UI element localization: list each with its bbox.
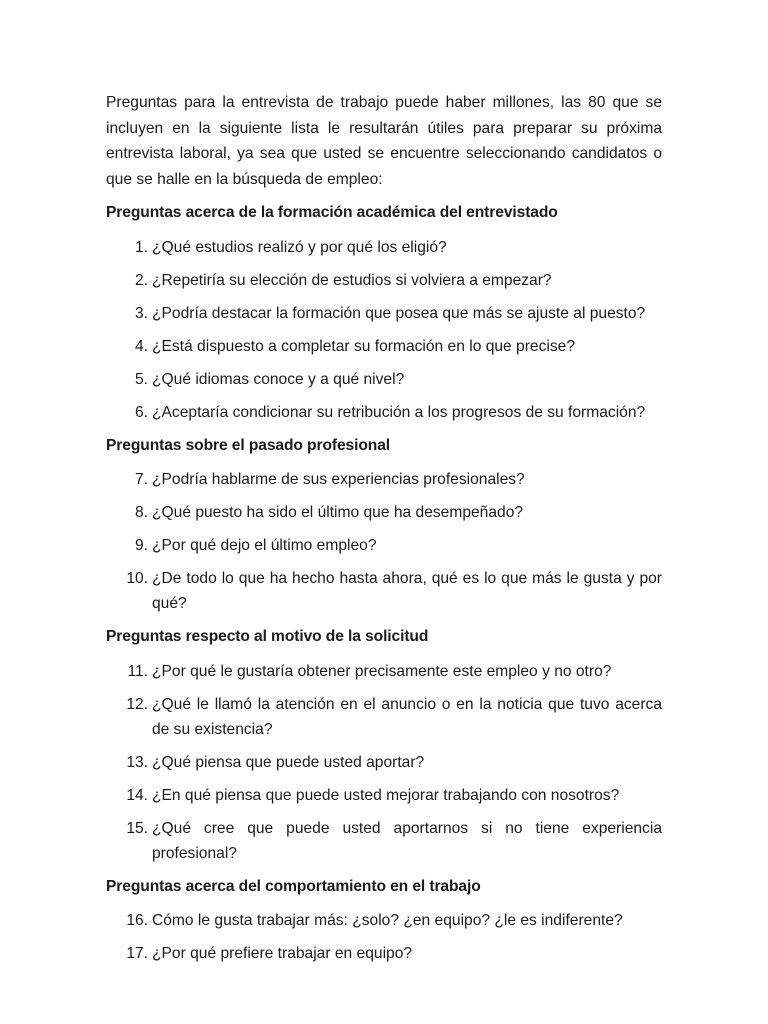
question-number: 12.: [126, 695, 148, 713]
question-number: 5.: [134, 370, 148, 388]
question-number: 6.: [134, 403, 148, 421]
question-text: ¿Está dispuesto a completar su formación en lo que precise?: [152, 337, 575, 355]
question-number: 1.: [134, 238, 148, 256]
section-heading: Preguntas acerca de la formación académica del entrevistado: [106, 204, 558, 221]
question-number: 10.: [126, 570, 148, 587]
question-text: ¿Qué puesto ha sido el último que ha desempeñado?: [152, 504, 524, 521]
question-number: 9.: [134, 537, 148, 554]
question-item: [106, 533, 662, 558]
question-text: ¿Podría destacar la formación que posea que más se ajuste al puesto?: [152, 304, 646, 322]
question-number: 13.: [126, 753, 148, 771]
question-number: 15.: [126, 819, 148, 837]
question-item: [106, 268, 662, 293]
question-text: ¿Por qué dejo el último empleo?: [152, 537, 377, 554]
question-item: [106, 334, 662, 359]
question-number: 14.: [126, 786, 148, 804]
question-item: [106, 659, 662, 684]
question-number: 3.: [134, 304, 148, 322]
question-text: ¿Qué cree que puede usted aportarnos si no tiene experiencia profesional?: [152, 819, 662, 862]
question-text: ¿En qué piensa que puede usted mejorar trabajando con nosotros?: [152, 786, 620, 804]
question-text: ¿Qué le llamó la atención en el anuncio o en la noticia que tuvo acerca de su existencia?: [152, 695, 662, 738]
question-text: ¿Qué piensa que puede usted aportar?: [152, 753, 425, 771]
question-item: [106, 367, 662, 392]
question-item: [106, 692, 662, 742]
question-item: [106, 783, 662, 808]
question-item: [106, 400, 662, 425]
question-number: 4.: [134, 337, 148, 355]
document-body: [106, 90, 662, 966]
question-text: ¿De todo lo que ha hecho hasta ahora, qué es lo que más le gusta y por qué?: [152, 570, 662, 612]
question-number: 17.: [126, 945, 148, 962]
question-item: [106, 500, 662, 525]
question-text: ¿Por qué prefiere trabajar en equipo?: [152, 945, 413, 962]
question-text: ¿Repetiría su elección de estudios si volviera a empezar?: [152, 271, 552, 289]
question-text: ¿Por qué le gustaría obtener precisamente este empleo y no otro?: [152, 662, 612, 680]
question-item: [106, 816, 662, 866]
question-item: [106, 566, 662, 616]
question-list: [106, 235, 662, 425]
sections-container: [106, 200, 662, 966]
question-list: [106, 659, 662, 866]
question-number: 16.: [126, 912, 148, 929]
intro-paragraph: Preguntas para la entrevista de trabajo puede haber millones, las 80 que se incluyen en la siguiente lista le resultarán útiles para preparar su próxima entrevista laboral, ya sea que usted se encuentre seleccionando candidatos o que se halle en la búsqueda de empleo:: [106, 94, 662, 188]
question-number: 11.: [127, 662, 148, 680]
question-item: [106, 235, 662, 260]
question-text: ¿Qué idiomas conoce y a qué nivel?: [152, 370, 405, 388]
question-text: ¿Podría hablarme de sus experiencias profesionales?: [152, 471, 525, 488]
question-number: 7.: [134, 471, 148, 488]
question-item: [106, 467, 662, 492]
question-text: ¿Aceptaría condicionar su retribución a los progresos de su formación?: [152, 403, 646, 421]
section-heading: Preguntas sobre el pasado profesional: [106, 436, 390, 454]
question-item: [106, 750, 662, 775]
section-heading: Preguntas respecto al motivo de la solicitud: [106, 628, 429, 645]
question-number: 2.: [134, 271, 148, 289]
question-item: [106, 908, 662, 933]
question-list: [106, 467, 662, 616]
question-list: [106, 908, 662, 966]
question-item: [106, 301, 662, 326]
question-number: 8.: [134, 504, 148, 521]
question-text: Cómo le gusta trabajar más: ¿solo? ¿en equipo? ¿le es indiferente?: [152, 912, 623, 929]
section-heading: Preguntas acerca del comportamiento en el trabajo: [106, 877, 481, 895]
question-text: ¿Qué estudios realizó y por qué los eligió?: [152, 238, 447, 256]
question-item: [106, 941, 662, 966]
